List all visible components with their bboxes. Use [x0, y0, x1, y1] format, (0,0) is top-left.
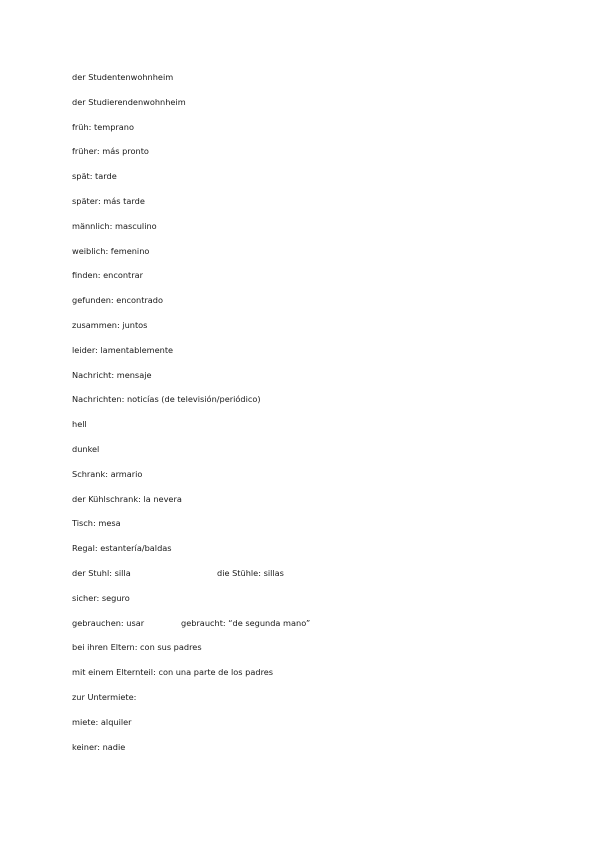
- vocab-line: gefunden: encontrado: [72, 295, 164, 306]
- vocab-line: Nachricht: mensaje: [72, 369, 152, 380]
- vocab-line-two-column: [72, 566, 310, 591]
- vocab-term-right: die Stühle: sillas: [217, 567, 284, 578]
- vocab-term-left: gebrauchen: usar: [72, 617, 145, 628]
- vocab-line-two-column: [72, 616, 310, 641]
- vocab-line: Schrank: armario: [72, 468, 143, 479]
- vocab-line: weiblich: femenino: [72, 245, 150, 256]
- vocab-line: später: más tarde: [72, 195, 145, 206]
- vocabulary-list: [72, 70, 310, 764]
- vocab-line: mit einem Elternteil: con una parte de los padres: [72, 667, 274, 678]
- vocab-line: bei ihren Eltern: con sus padres: [72, 642, 202, 653]
- vocab-line: der Studierendenwohnheim: [72, 96, 186, 107]
- vocab-line: miete: alquiler: [72, 716, 132, 727]
- vocab-line: leider: lamentablemente: [72, 344, 174, 355]
- vocab-line: der Studentenwohnheim: [72, 72, 174, 82]
- vocab-term-left: der Stuhl: silla: [72, 567, 131, 578]
- vocab-line: dunkel: [72, 443, 100, 454]
- vocab-line: zusammen: juntos: [72, 319, 148, 330]
- vocab-line: früher: más pronto: [72, 146, 149, 157]
- vocab-line: finden: encontrar: [72, 270, 144, 281]
- vocab-line: spät: tarde: [72, 171, 117, 182]
- vocab-line: sicher: seguro: [72, 592, 130, 603]
- vocab-line: hell: [72, 419, 87, 430]
- vocab-line: Regal: estantería/baldas: [72, 543, 172, 554]
- vocab-line: zur Untermiete:: [72, 691, 137, 702]
- vocab-line: Nachrichten: noticías (de televisión/periódico): [72, 394, 261, 405]
- vocab-line: früh: temprano: [72, 121, 134, 132]
- vocab-line: der Kühlschrank: la nevera: [72, 493, 182, 504]
- vocab-term-right: gebraucht: “de segunda mano”: [181, 617, 311, 628]
- vocab-line: männlich: masculino: [72, 220, 157, 231]
- vocab-line: Tisch: mesa: [72, 518, 121, 529]
- vocab-line: keiner: nadie: [72, 741, 126, 752]
